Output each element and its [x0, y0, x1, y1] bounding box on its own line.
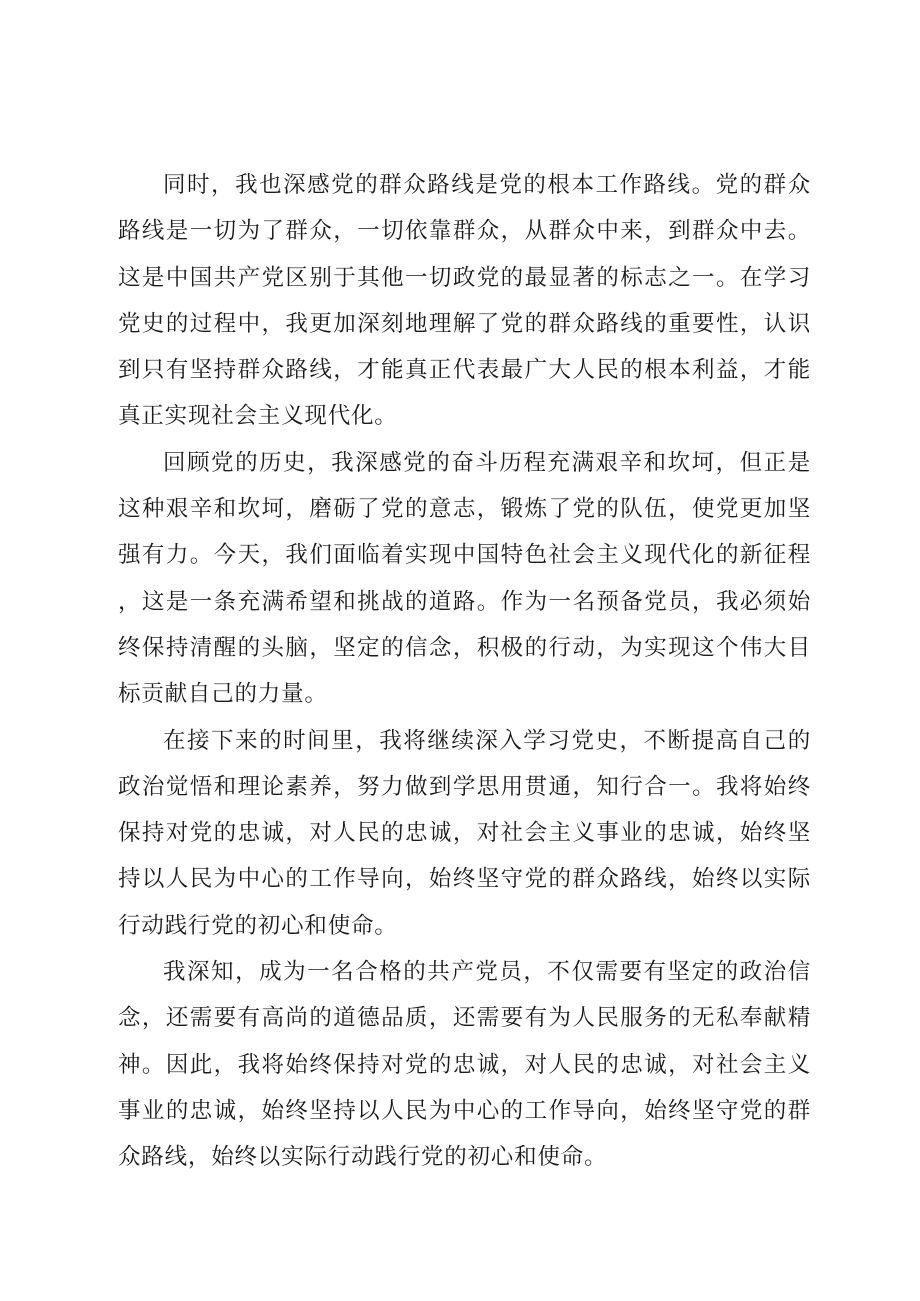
paragraph-qualified-member: 我深知，成为一名合格的共产党员，不仅需要有坚定的政治信念，还需要有高尚的道德品质，还需要有为人民服务的无私奉献精神。因此，我将始终保持对党的忠诚，对人民的忠诚，对社会主义事业的忠诚，始终坚持以人民为中心的工作导向，始终坚守党的群众路线，始终以实际行动践行党的初心和使命。 — [118, 959, 811, 1171]
paragraph-future-study: 在接下来的时间里，我将继续深入学习党史，不断提高自己的政治觉悟和理论素养，努力做到学思用贯通，知行合一。我将始终保持对党的忠诚，对人民的忠诚，对社会主义事业的忠诚，始终坚持以人民为中心的工作导向，始终坚守党的群众路线，始终以实际行动践行党的初心和使命。 — [118, 727, 811, 939]
paragraph-party-history: 回顾党的历史，我深感党的奋斗历程充满艰辛和坎坷，但正是这种艰辛和坎坷，磨砺了党的意志，锻炼了党的队伍，使党更加坚强有力。今天，我们面临着实现中国特色社会主义现代化的新征程，这是一条充满希望和挑战的道路。作为一名预备党员，我必须始终保持清醒的头脑，坚定的信念，积极的行动，为实现这个伟大目标贡献自己的力量。 — [118, 449, 811, 708]
paragraph-mass-line: 同时，我也深感党的群众路线是党的根本工作路线。党的群众路线是一切为了群众，一切依靠群众，从群众中来，到群众中去。这是中国共产党区别于其他一切政党的最显著的标志之一。在学习党史的过程中，我更加深刻地理解了党的群众路线的重要性，认识到只有坚持群众路线，才能真正代表最广大人民的根本利益，才能真正实现社会主义现代化。 — [118, 172, 811, 430]
document-body — [118, 162, 811, 1181]
